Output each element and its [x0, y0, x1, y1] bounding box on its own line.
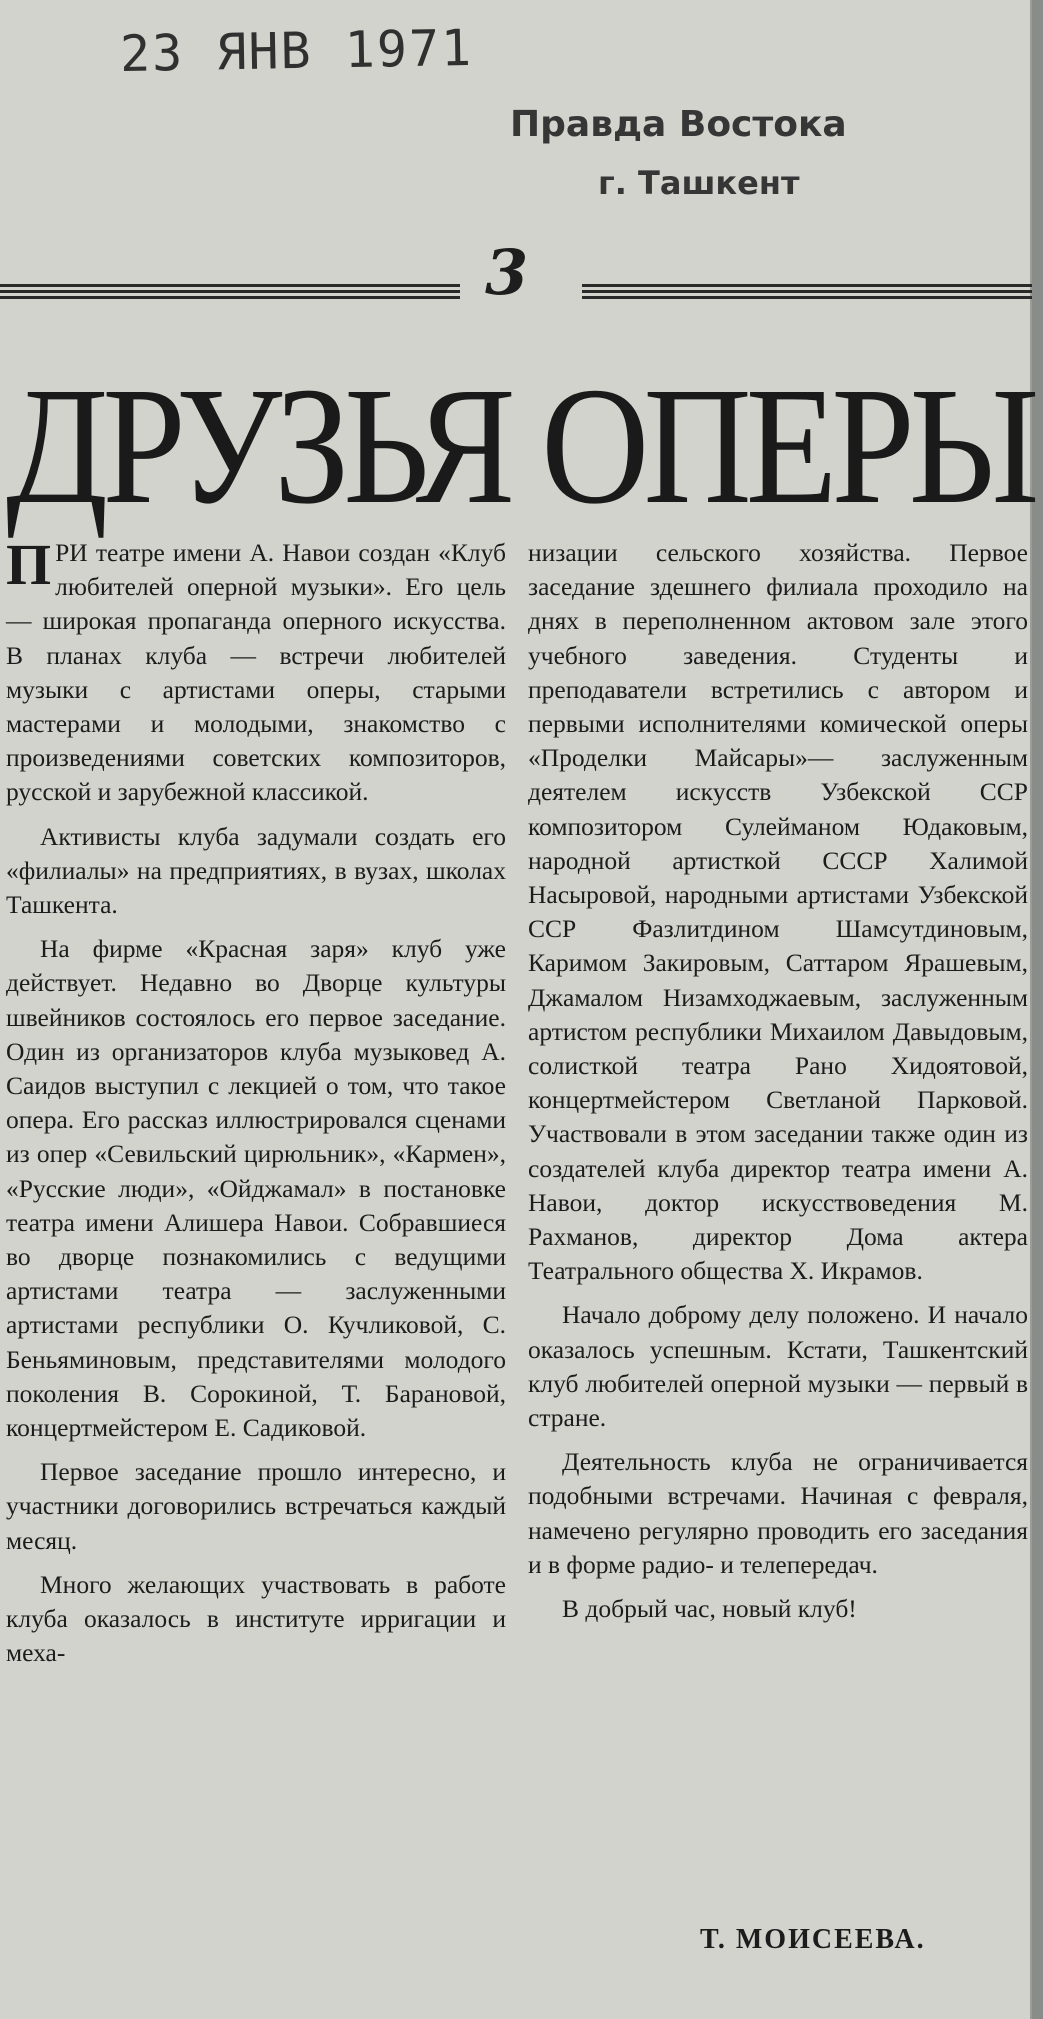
author-signature: Т. МОИСЕЕВА.	[700, 1924, 926, 1955]
article-paragraph: На фирме «Красная заря» клуб уже действует. Недавно во Дворце культуры швейников состоялось его первое заседание. Один из организаторов клуба музыковед А. Саидов выступил с лекцией о том, что такое опера. Его рассказ иллюстрировался сценами из опер «Севильский цирюльник», «Кармен», «Русские люди», «Ойджамал» в постановке театра имени Алишера Навои. Собравшиеся во дворце познакомились с ведущими артистами театра — заслуженными артистами республики О. Кучликовой, С. Беньяминовым, представителями молодого поколения В. Сорокиной, Т. Барановой, концертмейстером Е. Садиковой.	[6, 934, 506, 1443]
article-column-left	[6, 532, 506, 1681]
article-paragraph: Деятельность клуба не ограничивается подобными встречами. Начиная с февраля, намечено регулярно проводить его заседания и в форме радио- и телепередач.	[528, 1447, 1028, 1579]
article-paragraph: В добрый час, новый клуб!	[562, 1594, 857, 1624]
city-stamp: г. Ташкент	[598, 164, 800, 202]
article-paragraph: Активисты клуба задумали создать его «филиалы» на предприятиях, в вузах, школах Ташкента.	[6, 821, 506, 920]
decorative-rule-left	[0, 284, 460, 302]
article-paragraph: низации сельского хозяйства. Первое заседание здешнего филиала проходило на днях в переполненном актовом зале этого учебного заведения. Студенты и преподаватели встретились с автором и первыми исполнителями комической оперы «Проделки Майсары»— заслуженным деятелем искусств Узбекской ССР композитором Сулейманом Юдаковым, народной артисткой СССР Халимой Насыровой, народными артистами Узбекской ССР Фазлитдином Шамсутдиновым, Каримом Закировым, Саттаром Ярашевым, Джамалом Низамходжаевым, заслуженным артистом республики Михаилом Давыдовым, солисткой театра Рано Хидоятовой, концертмейстером Светланой Парковой. Участвовали в этом заседании также один из создателей клуба директор театра имени А. Навои, доктор искусствоведения М. Рахманов, директор Дома актера Театрального общества Х. Икрамов.	[528, 538, 1028, 1286]
article-paragraph: Первое заседание прошло интересно, и участники договорились встречаться каждый месяц.	[6, 1457, 506, 1555]
drop-cap: П	[6, 532, 52, 597]
source-stamp: Правда Востока	[510, 104, 847, 145]
page-number: 3	[485, 236, 529, 309]
article-paragraph: Начало доброму делу положено. И начало оказалось успешным. Кстати, Ташкентский клуб любителей оперной музыки — первый в стране.	[528, 1300, 1028, 1433]
decorative-rule-right	[582, 284, 1032, 302]
article-paragraph: ПРИ театре имени А. Навои создан «Клуб любителей оперной музыки». Его цель — широкая пропаганда оперного искусства. В планах клуба — встречи любителей музыки с артистами оперы, старыми мастерами и молодыми, знакомство с произведениями советских композиторов, русской и зарубежной классикой.	[6, 532, 506, 807]
date-stamp: 23 ЯНВ 1971	[119, 18, 474, 84]
article-headline: ДРУЗЬЯ ОПЕРЫ	[6, 353, 1034, 539]
article-paragraph: Много желающих участвовать в работе клуба оказалось в институте ирригации и меха-	[6, 1569, 506, 1668]
article-column-right	[528, 536, 1028, 1636]
